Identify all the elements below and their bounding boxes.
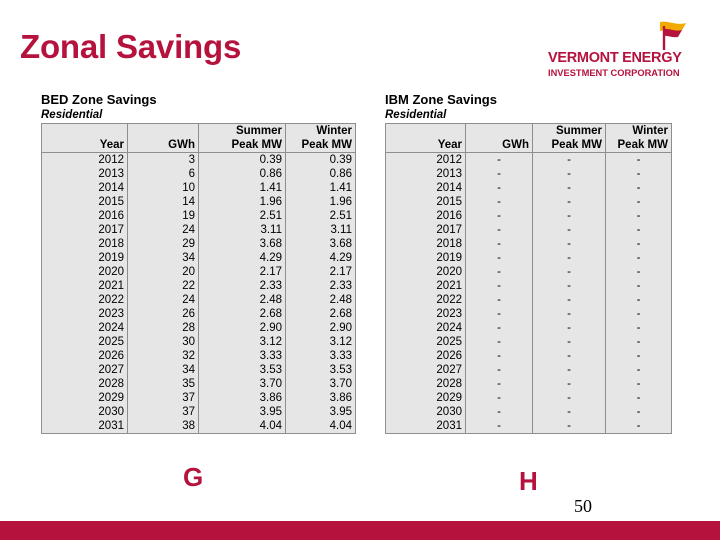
gwh-cell: 22 xyxy=(128,279,199,293)
table-row xyxy=(386,209,672,223)
gwh-cell: 35 xyxy=(128,377,199,391)
gwh-cell: 32 xyxy=(128,349,199,363)
winter-peak-cell: - xyxy=(606,167,672,181)
gwh-cell: - xyxy=(466,237,533,251)
table-row xyxy=(42,335,356,349)
bed-header-summer: Summer xyxy=(199,124,286,139)
year-cell: 2026 xyxy=(386,349,466,363)
winter-peak-cell: - xyxy=(606,209,672,223)
table-row xyxy=(42,167,356,181)
winter-peak-cell: - xyxy=(606,223,672,237)
year-cell: 2021 xyxy=(386,279,466,293)
winter-peak-cell: - xyxy=(606,335,672,349)
slide-title: Zonal Savings xyxy=(20,28,242,65)
gwh-cell: 38 xyxy=(128,419,199,434)
gwh-cell: 37 xyxy=(128,405,199,419)
year-cell: 2015 xyxy=(42,195,128,209)
table-row xyxy=(42,321,356,335)
gwh-cell: - xyxy=(466,363,533,377)
gwh-cell: - xyxy=(466,209,533,223)
summer-peak-cell: - xyxy=(533,167,606,181)
table-row xyxy=(386,405,672,419)
summer-peak-cell: 2.33 xyxy=(199,279,286,293)
table-row xyxy=(386,279,672,293)
winter-peak-cell: 2.17 xyxy=(286,265,356,279)
winter-peak-cell: - xyxy=(606,181,672,195)
winter-peak-cell: 3.68 xyxy=(286,237,356,251)
winter-peak-cell: - xyxy=(606,419,672,434)
ibm-savings-table xyxy=(385,123,672,434)
winter-peak-cell: 2.68 xyxy=(286,307,356,321)
gwh-cell: - xyxy=(466,419,533,434)
winter-peak-cell: 2.51 xyxy=(286,209,356,223)
ibm-zone-title: IBM Zone Savings xyxy=(385,92,497,107)
year-cell: 2023 xyxy=(42,307,128,321)
gwh-cell: - xyxy=(466,279,533,293)
gwh-cell: - xyxy=(466,335,533,349)
gwh-cell: 34 xyxy=(128,251,199,265)
year-cell: 2024 xyxy=(42,321,128,335)
summer-peak-cell: - xyxy=(533,419,606,434)
table-row xyxy=(42,237,356,251)
summer-peak-cell: - xyxy=(533,279,606,293)
bed-header-winter-peak: Peak MW xyxy=(286,138,356,153)
ibm-header-summer: Summer xyxy=(533,124,606,139)
summer-peak-cell: - xyxy=(533,153,606,168)
year-cell: 2026 xyxy=(42,349,128,363)
year-cell: 2028 xyxy=(386,377,466,391)
table-row xyxy=(386,335,672,349)
gwh-cell: 37 xyxy=(128,391,199,405)
ibm-header-blank-1 xyxy=(386,124,466,139)
year-cell: 2018 xyxy=(386,237,466,251)
winter-peak-cell: - xyxy=(606,153,672,168)
summer-peak-cell: - xyxy=(533,335,606,349)
winter-peak-cell: 0.86 xyxy=(286,167,356,181)
table-row xyxy=(386,419,672,434)
year-cell: 2020 xyxy=(386,265,466,279)
bed-header-gwh: GWh xyxy=(128,138,199,153)
winter-peak-cell: 3.33 xyxy=(286,349,356,363)
page-number: 50 xyxy=(574,496,592,516)
gwh-cell: - xyxy=(466,293,533,307)
table-row xyxy=(42,349,356,363)
year-cell: 2028 xyxy=(42,377,128,391)
gwh-cell: - xyxy=(466,391,533,405)
summer-peak-cell: 3.53 xyxy=(199,363,286,377)
summer-peak-cell: 0.86 xyxy=(199,167,286,181)
table-row xyxy=(42,209,356,223)
winter-peak-cell: - xyxy=(606,349,672,363)
year-cell: 2025 xyxy=(42,335,128,349)
summer-peak-cell: - xyxy=(533,307,606,321)
bed-header-blank-2 xyxy=(128,124,199,139)
bed-header-winter: Winter xyxy=(286,124,356,139)
winter-peak-cell: - xyxy=(606,293,672,307)
ibm-header-winter: Winter xyxy=(606,124,672,139)
gwh-cell: - xyxy=(466,405,533,419)
table-row xyxy=(386,223,672,237)
summer-peak-cell: - xyxy=(533,293,606,307)
table-row xyxy=(386,237,672,251)
year-cell: 2012 xyxy=(386,153,466,168)
winter-peak-cell: - xyxy=(606,363,672,377)
year-cell: 2019 xyxy=(386,251,466,265)
gwh-cell: 20 xyxy=(128,265,199,279)
company-logo xyxy=(548,20,693,80)
winter-peak-cell: 2.48 xyxy=(286,293,356,307)
winter-peak-cell: 4.29 xyxy=(286,251,356,265)
ibm-header-year: Year xyxy=(386,138,466,153)
table-row xyxy=(42,377,356,391)
winter-peak-cell: - xyxy=(606,405,672,419)
summer-peak-cell: - xyxy=(533,223,606,237)
ibm-header-winter-peak: Peak MW xyxy=(606,138,672,153)
gwh-cell: - xyxy=(466,181,533,195)
gwh-cell: 29 xyxy=(128,237,199,251)
gwh-cell: - xyxy=(466,167,533,181)
table-row xyxy=(42,279,356,293)
year-cell: 2029 xyxy=(386,391,466,405)
winter-peak-cell: 4.04 xyxy=(286,419,356,434)
summer-peak-cell: - xyxy=(533,251,606,265)
summer-peak-cell: - xyxy=(533,363,606,377)
year-cell: 2012 xyxy=(42,153,128,168)
table-row xyxy=(386,251,672,265)
winter-peak-cell: 3.86 xyxy=(286,391,356,405)
table-row xyxy=(42,195,356,209)
summer-peak-cell: - xyxy=(533,209,606,223)
table-row xyxy=(42,405,356,419)
summer-peak-cell: 2.48 xyxy=(199,293,286,307)
summer-peak-cell: - xyxy=(533,237,606,251)
bed-zone-subtitle: Residential xyxy=(41,109,103,121)
summer-peak-cell: 3.11 xyxy=(199,223,286,237)
gwh-cell: 24 xyxy=(128,223,199,237)
table-row xyxy=(42,153,356,168)
winter-peak-cell: 1.96 xyxy=(286,195,356,209)
logo-wordmark-line2: INVESTMENT CORPORATION xyxy=(548,68,680,78)
year-cell: 2021 xyxy=(42,279,128,293)
winter-peak-cell: 3.95 xyxy=(286,405,356,419)
table-row xyxy=(386,377,672,391)
bed-header-year: Year xyxy=(42,138,128,153)
ibm-header-summer-peak: Peak MW xyxy=(533,138,606,153)
year-cell: 2018 xyxy=(42,237,128,251)
year-cell: 2025 xyxy=(386,335,466,349)
bed-header-summer-peak: Peak MW xyxy=(199,138,286,153)
winter-peak-cell: - xyxy=(606,307,672,321)
table-row xyxy=(42,223,356,237)
table-row xyxy=(386,349,672,363)
year-cell: 2013 xyxy=(42,167,128,181)
gwh-cell: - xyxy=(466,307,533,321)
year-cell: 2020 xyxy=(42,265,128,279)
summer-peak-cell: 3.95 xyxy=(199,405,286,419)
year-cell: 2029 xyxy=(42,391,128,405)
winter-peak-cell: 3.12 xyxy=(286,335,356,349)
winter-peak-cell: 2.33 xyxy=(286,279,356,293)
table-row xyxy=(386,153,672,168)
winter-peak-cell: - xyxy=(606,321,672,335)
summer-peak-cell: - xyxy=(533,349,606,363)
table-row xyxy=(386,363,672,377)
table-row xyxy=(42,181,356,195)
table-row xyxy=(386,321,672,335)
footer-bar xyxy=(0,521,720,540)
summer-peak-cell: 2.51 xyxy=(199,209,286,223)
year-cell: 2015 xyxy=(386,195,466,209)
winter-peak-cell: - xyxy=(606,251,672,265)
winter-peak-cell: - xyxy=(606,377,672,391)
gwh-cell: - xyxy=(466,321,533,335)
summer-peak-cell: - xyxy=(533,195,606,209)
summer-peak-cell: 3.70 xyxy=(199,377,286,391)
table-row xyxy=(42,265,356,279)
ibm-header-blank-2 xyxy=(466,124,533,139)
summer-peak-cell: - xyxy=(533,377,606,391)
summer-peak-cell: 1.96 xyxy=(199,195,286,209)
year-cell: 2024 xyxy=(386,321,466,335)
summer-peak-cell: 2.17 xyxy=(199,265,286,279)
winter-peak-cell: 0.39 xyxy=(286,153,356,168)
winter-peak-cell: 1.41 xyxy=(286,181,356,195)
logo-wordmark-line1: VERMONT ENERGY xyxy=(548,50,682,66)
year-cell: 2030 xyxy=(386,405,466,419)
table-row xyxy=(386,391,672,405)
summer-peak-cell: 4.29 xyxy=(199,251,286,265)
summer-peak-cell: 3.68 xyxy=(199,237,286,251)
gwh-cell: - xyxy=(466,265,533,279)
year-cell: 2022 xyxy=(42,293,128,307)
gwh-cell: 10 xyxy=(128,181,199,195)
gwh-cell: - xyxy=(466,377,533,391)
summer-peak-cell: 2.68 xyxy=(199,307,286,321)
table-row xyxy=(42,307,356,321)
gwh-cell: 30 xyxy=(128,335,199,349)
gwh-cell: - xyxy=(466,223,533,237)
table-row xyxy=(386,167,672,181)
year-cell: 2023 xyxy=(386,307,466,321)
table-row xyxy=(42,419,356,434)
table-row xyxy=(386,195,672,209)
year-cell: 2014 xyxy=(386,181,466,195)
summer-peak-cell: - xyxy=(533,391,606,405)
winter-peak-cell: 3.53 xyxy=(286,363,356,377)
table-row xyxy=(386,307,672,321)
gwh-cell: 28 xyxy=(128,321,199,335)
winter-peak-cell: - xyxy=(606,237,672,251)
winter-peak-cell: - xyxy=(606,279,672,293)
winter-peak-cell: - xyxy=(606,265,672,279)
bed-zone-panel xyxy=(41,92,356,434)
gwh-cell: 14 xyxy=(128,195,199,209)
table-row xyxy=(42,293,356,307)
gwh-cell: - xyxy=(466,153,533,168)
windmill-flag-icon xyxy=(654,20,688,50)
gwh-cell: 34 xyxy=(128,363,199,377)
year-cell: 2016 xyxy=(42,209,128,223)
year-cell: 2030 xyxy=(42,405,128,419)
summer-peak-cell: 2.90 xyxy=(199,321,286,335)
summer-peak-cell: 1.41 xyxy=(199,181,286,195)
table-row xyxy=(42,391,356,405)
winter-peak-cell: 3.11 xyxy=(286,223,356,237)
gwh-cell: - xyxy=(466,195,533,209)
table-row xyxy=(42,363,356,377)
summer-peak-cell: 3.33 xyxy=(199,349,286,363)
summer-peak-cell: 3.12 xyxy=(199,335,286,349)
summer-peak-cell: - xyxy=(533,405,606,419)
winter-peak-cell: 2.90 xyxy=(286,321,356,335)
table-row xyxy=(386,181,672,195)
bed-header-blank-1 xyxy=(42,124,128,139)
summer-peak-cell: - xyxy=(533,321,606,335)
summer-peak-cell: - xyxy=(533,181,606,195)
panel-label-g: G xyxy=(183,462,204,492)
year-cell: 2019 xyxy=(42,251,128,265)
bed-zone-title: BED Zone Savings xyxy=(41,92,157,107)
gwh-cell: 26 xyxy=(128,307,199,321)
gwh-cell: 19 xyxy=(128,209,199,223)
winter-peak-cell: - xyxy=(606,195,672,209)
gwh-cell: 3 xyxy=(128,153,199,168)
year-cell: 2014 xyxy=(42,181,128,195)
table-row xyxy=(386,265,672,279)
table-row xyxy=(42,251,356,265)
summer-peak-cell: 0.39 xyxy=(199,153,286,168)
gwh-cell: 6 xyxy=(128,167,199,181)
year-cell: 2027 xyxy=(42,363,128,377)
gwh-cell: 24 xyxy=(128,293,199,307)
year-cell: 2022 xyxy=(386,293,466,307)
summer-peak-cell: 4.04 xyxy=(199,419,286,434)
bed-savings-table xyxy=(41,123,356,434)
ibm-zone-panel xyxy=(385,92,672,434)
year-cell: 2017 xyxy=(42,223,128,237)
year-cell: 2031 xyxy=(386,419,466,434)
summer-peak-cell: - xyxy=(533,265,606,279)
year-cell: 2013 xyxy=(386,167,466,181)
panel-label-h: H xyxy=(519,466,538,496)
year-cell: 2027 xyxy=(386,363,466,377)
summer-peak-cell: 3.86 xyxy=(199,391,286,405)
ibm-header-gwh: GWh xyxy=(466,138,533,153)
winter-peak-cell: 3.70 xyxy=(286,377,356,391)
table-row xyxy=(386,293,672,307)
gwh-cell: - xyxy=(466,349,533,363)
ibm-zone-subtitle: Residential xyxy=(385,109,447,121)
winter-peak-cell: - xyxy=(606,391,672,405)
year-cell: 2016 xyxy=(386,209,466,223)
year-cell: 2031 xyxy=(42,419,128,434)
gwh-cell: - xyxy=(466,251,533,265)
year-cell: 2017 xyxy=(386,223,466,237)
